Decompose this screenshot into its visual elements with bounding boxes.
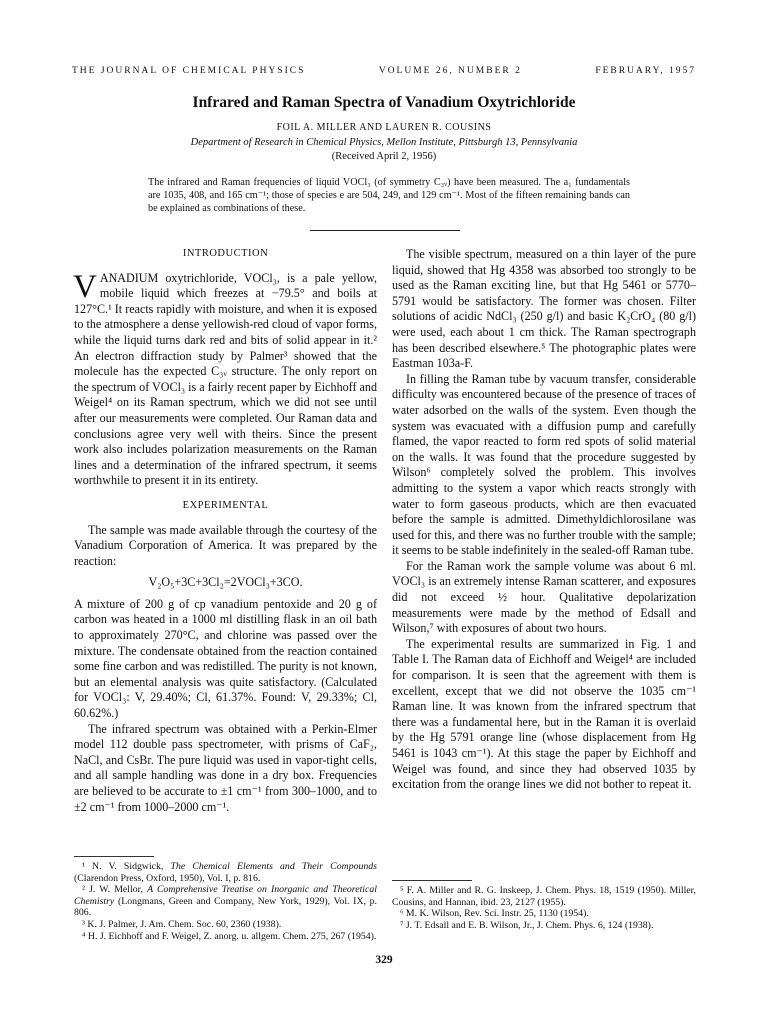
- footnote: ² J. W. Mellor, A Comprehensive Treatise on Inorganic and Theoretical Chemistry (Longmans, Green and Company, New York, 1929), Vol. IX, p. 806.: [74, 884, 377, 919]
- left-column: [74, 246, 377, 815]
- footnote-rule: [392, 880, 472, 881]
- running-header: [72, 66, 696, 76]
- right-paragraph-1: The visible spectrum, measured on a thin layer of the pure liquid, showed that Hg 4358 was absorbed too strongly to be used as the Raman exciting line, but that Hg 5461 or 5770–5791 would be satisfactory. The former was chosen. Filter solutions of acidic NdCl₃ (250 g/l) and basic K₂CrO₄ (80 g/l) were used, each about 1 cm thick. The Raman spectrograph has been described elsewhere.⁵ The photographic plates were Eastman 103a-F.: [392, 247, 696, 371]
- journal-name: THE JOURNAL OF CHEMICAL PHYSICS: [72, 66, 306, 76]
- footnotes-left: [74, 856, 377, 942]
- authors: FOIL A. MILLER AND LAUREN R. COUSINS: [276, 122, 492, 133]
- footnote: ⁵ F. A. Miller and R. G. Inskeep, J. Chem. Phys. 18, 1519 (1950). Miller, Cousins, and Hannan, ibid. 23, 2127 (1955).: [392, 885, 696, 908]
- reaction-equation: V₂O₅+3C+3Cl₂=2VOCl₃+3CO.: [148, 575, 303, 590]
- footnote-rule: [74, 856, 154, 857]
- received-date: (Received April 2, 1956): [331, 151, 437, 162]
- abstract: The infrared and Raman frequencies of liquid VOCl₃ (of symmetry C₃ᵥ) have been measured. The a₁ fundamentals are 1035, 408, and 165 cm⁻¹; those of species e are 504, 249, and 129 cm⁻¹. Most of the fifteen remaining bands can be explained as combinations of these.: [148, 177, 630, 214]
- footnote: ⁴ H. J. Eichhoff and F. Weigel, Z. anorg. u. allgem. Chem. 275, 267 (1954).: [82, 930, 377, 942]
- volume-number: VOLUME 26, NUMBER 2: [378, 66, 522, 76]
- introduction-heading: INTRODUCTION: [182, 248, 269, 259]
- footnote: ⁶ M. K. Wilson, Rev. Sci. Instr. 25, 1130 (1954).: [400, 908, 589, 920]
- footnote: ⁷ J. T. Edsall and E. B. Wilson, Jr., J. Chem. Phys. 6, 124 (1938).: [400, 919, 654, 931]
- experimental-paragraph-2: A mixture of 200 g of cp vanadium pentoxide and 20 g of carbon was heated in a 1000 ml distilling flask in an oil bath to approximately 270°C, and chlorine was passed over the mixture. The condensate obtained from the reaction contained some fine carbon and was redistilled. The purity is not known, but an elemental analysis was quite satisfactory. (Calculated for VOCl₃: V, 29.40%; Cl, 61.37%. Found: V, 29.33%; Cl, 60.62%.): [74, 596, 377, 721]
- introduction-text: ANADIUM oxytrichloride, VOCl₃, is a pale yellow, mobile liquid which freezes at −79.5° and boils at 127°C.¹ It reacts rapidly with moisture, and when it is exposed to the atmosphere a dense yellowish-red cloud of vapor forms, while the liquid turns dark red and bits of solid appear in it.² An electron diffraction study by Palmer³ showed that the molecule has the expected C₃ᵥ structure. The only report on the spectrum of VOCl₃ is a fairly recent paper by Eichhoff and Weigel⁴ on its Raman spectrum, which we did not see until after our measurements were completed. Our Raman data and conclusions agree very well with theirs. Since the present work also includes polarization measurements on the Raman lines and a determination of the infrared spectrum, it seems worthwhile to present it in its entirety.: [74, 270, 377, 488]
- divider: [310, 230, 460, 231]
- issue-date: FEBRUARY, 1957: [595, 66, 696, 76]
- drop-cap: V: [73, 268, 97, 305]
- right-paragraph-3: For the Raman work the sample volume was about 6 ml. VOCl₃ is an extremely intense Raman scatterer, and exposures did not exceed ½ hour. Qualitative depolarization measurements were made by the method of Edsall and Wilson,⁷ with exposures of about two hours.: [392, 558, 696, 636]
- right-column: [392, 247, 696, 793]
- page-number: 329: [375, 954, 393, 966]
- right-paragraph-2: In filling the Raman tube by vacuum transfer, considerable difficulty was encountered because of the presence of traces of water adsorbed on the walls of the system. Even though the system was evacuated with a diffusion pump and carefully flamed, the vapor reacted to form red spots of solid material on the walls. It was found that the procedure suggested by Wilson⁶ completely solved the problem. This involves admitting to the system a vapor which reacts strongly with water to form gaseous products, which are then evacuated before the sample is admitted. Dimethyldichlorosilane was used for this, and there was no further trouble with the sample; it seems to be stable indefinitely in the sealed-off Raman tube.: [392, 371, 696, 558]
- experimental-heading: EXPERIMENTAL: [182, 499, 269, 511]
- right-paragraph-4: The experimental results are summarized in Fig. 1 and Table I. The Raman data of Eichhoff and Weigel⁴ are included for comparison. It is seen that the agreement with them is excellent, except that we did not observe the 1035 cm⁻¹ Raman line. It was known from the infrared spectrum that there was a fundamental here, but in the Raman it is overlaid by the Hg 5791 orange line (whose displacement from Hg 5461 is 1043 cm⁻¹). At this stage the paper by Eichhoff and Weigel was found, and since they had observed 1035 by excitation from the orange lines we did not bother to repeat it.: [392, 636, 696, 792]
- affiliation: Department of Research in Chemical Physics, Mellon Institute, Pittsburgh 13, Pennsylvania: [190, 137, 578, 148]
- experimental-paragraph-1: The sample was made available through the courtesy of the Vanadium Corporation of America. It was prepared by the reaction:: [74, 522, 377, 568]
- introduction-paragraph: [73, 268, 377, 489]
- footnote: ³ K. J. Palmer, J. Am. Chem. Soc. 60, 2360 (1938).: [82, 918, 282, 930]
- footnote: ¹ N. V. Sidgwick, The Chemical Elements and Their Compounds (Clarendon Press, Oxford, 1950), Vol. I, p. 816.: [74, 861, 377, 884]
- footnotes-right: [392, 880, 696, 931]
- article-title: Infrared and Raman Spectra of Vanadium Oxytrichloride: [192, 94, 576, 111]
- experimental-paragraph-3: The infrared spectrum was obtained with a Perkin-Elmer model 112 double pass spectrometer, with prisms of CaF₂, NaCl, and CsBr. The pure liquid was used in vapor-tight cells, and all sample handling was done in a dry box. Frequencies are believed to be accurate to ±1 cm⁻¹ from 300–1000, and to ±2 cm⁻¹ from 1000–2000 cm⁻¹.: [74, 721, 377, 814]
